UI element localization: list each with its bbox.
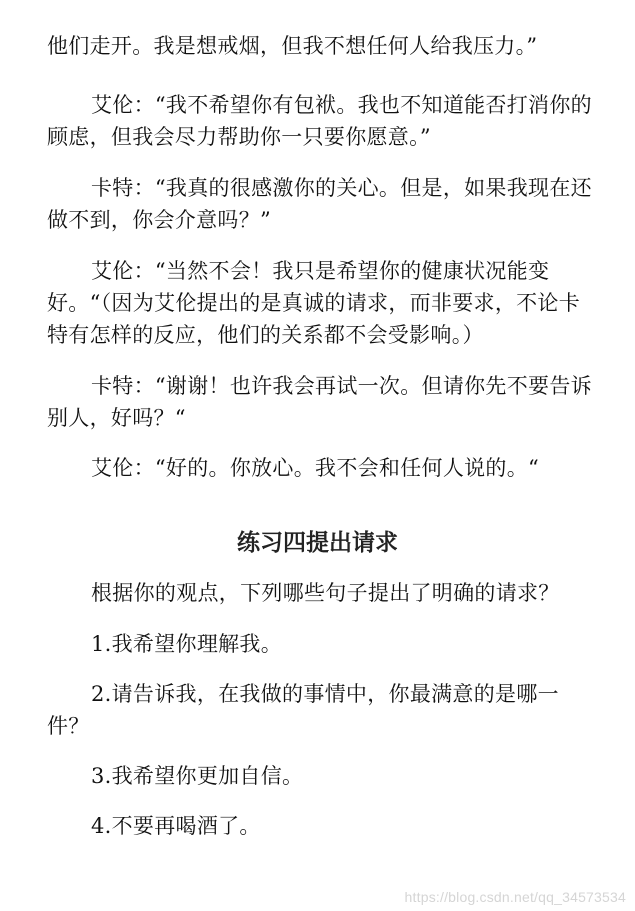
paragraph-allen-3: 艾伦：“好的。你放心。我不会和任何人说的。“ [91, 456, 540, 480]
paragraph-continuation: 他们走开。我是想戒烟，但我不想任何人给我压力。” [47, 34, 538, 58]
exercise-item-1: 1.我希望你理解我。 [91, 632, 283, 656]
exercise-item-3: 3.我希望你更加自信。 [91, 764, 304, 788]
paragraph-carter-2: 卡特：“谢谢！也许我会再试一次。但请你先不要告诉别人，好吗？“ [47, 374, 592, 430]
exercise-item-2: 2.请告诉我，在我做的事情中，你最满意的是哪一件？ [47, 682, 559, 738]
exercise-item-4: 4.不要再喝酒了。 [91, 814, 261, 838]
exercise-prompt: 根据你的观点，下列哪些句子提出了明确的请求？ [91, 581, 560, 605]
paragraph-carter-1: 卡特：“我真的很感激你的关心。但是，如果我现在还做不到，你会介意吗？” [47, 176, 592, 232]
exercise-title: 练习四提出请求 [237, 529, 398, 556]
watermark-url: https://blog.csdn.net/qq_34573534 [404, 889, 626, 905]
paragraph-allen-1: 艾伦：“我不希望你有包袱。我也不知道能否打消你的顾虑，但我会尽力帮助你一只要你愿意。” [47, 93, 592, 149]
paragraph-allen-2: 艾伦：“当然不会！我只是希望你的健康状况能变好。“（因为艾伦提出的是真诚的请求，而非要求，不论卡特有怎样的反应，他们的关系都不会受影响。） [47, 259, 581, 347]
